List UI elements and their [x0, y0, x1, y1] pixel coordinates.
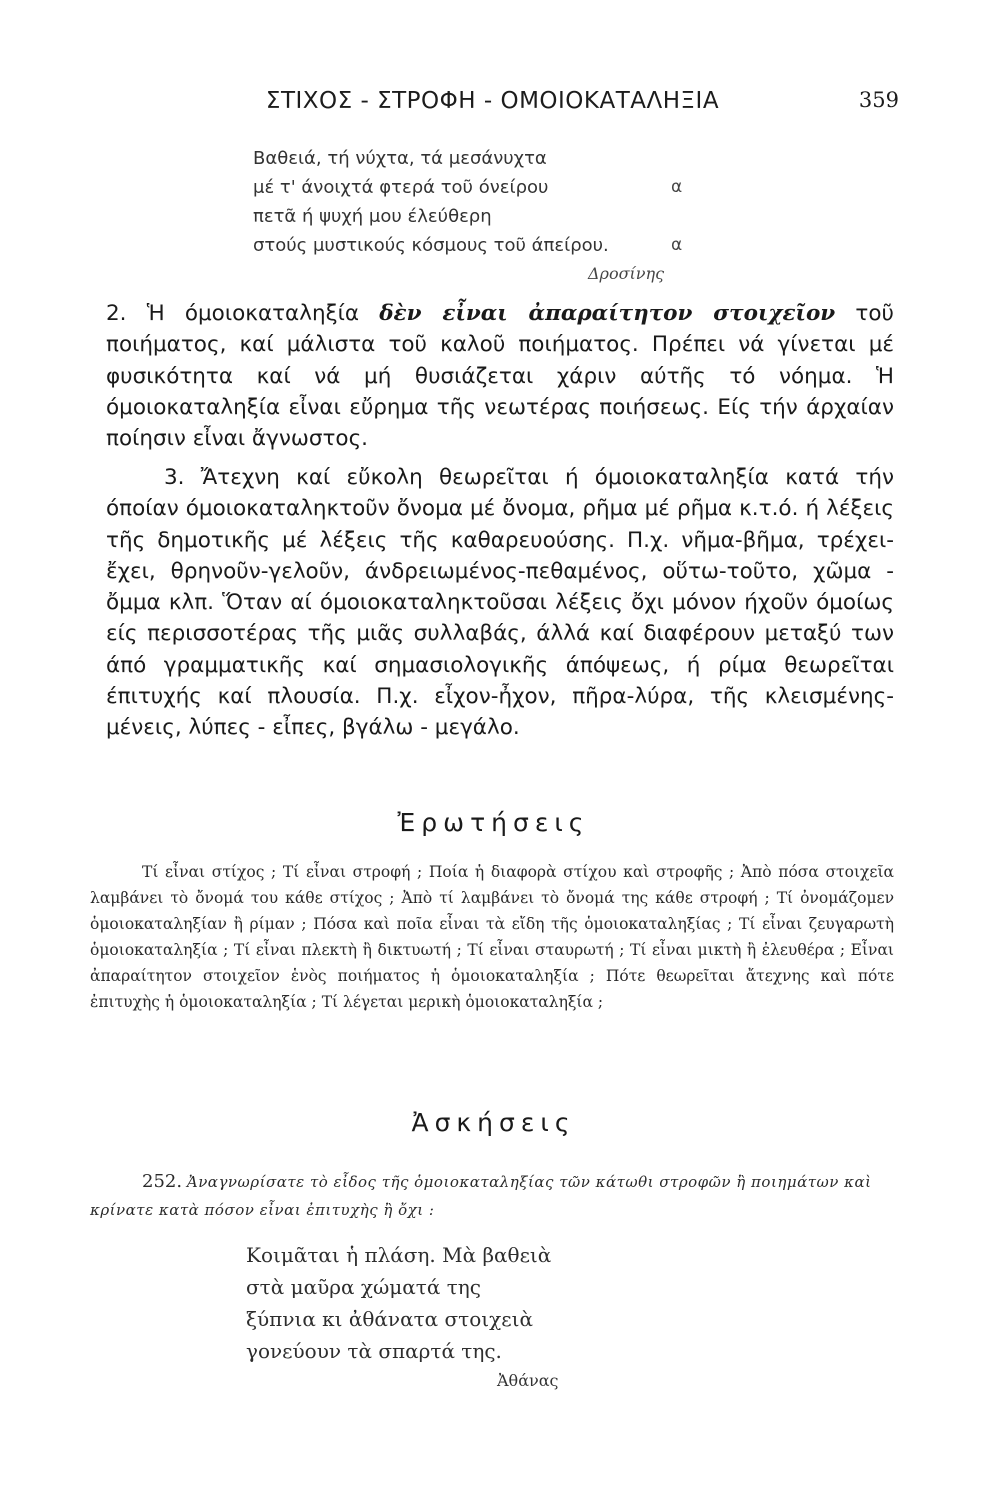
paragraph-2: 2. Ἡ όμοιοκαταληξία δὲν εἶναι ἀπαραίτητον στοιχεῖον τοῦ ποιήματος, καί μάλιστα τοῦ καλοῦ ποιήματος. Πρέπει νά γίνεται μέ φυσικότητα καί νά μή θυσιάζεται χάριν αύτῆς τό νόημα. Ἡ όμοιοκαταληξία εἶναι εὔρημα τῆς νεωτέρας ποιήσεως. Είς τήν άρχαίαν ποίησιν εἶναι ἄγνωστος. — [106, 301, 894, 452]
exercises-heading: Ἀσκήσεις — [411, 1108, 576, 1137]
poem-line: στὰ μαῦρα χώματά της — [246, 1275, 481, 1299]
poem-line: γονεύουν τὰ σπαρτά της. — [246, 1339, 502, 1363]
poem-line: μέ τ' άνοιχτά φτερά τοῦ όνείρου α — [253, 177, 683, 198]
paragraph-number: 2. — [106, 301, 127, 326]
poem-excerpt-1 — [253, 148, 683, 293]
running-head — [0, 88, 987, 122]
poem-excerpt-2 — [246, 1243, 559, 1390]
exercise-instruction: Ἀναγνωρίσατε τὸ εἶδος τῆς ὁμοιοκαταληξίας τῶν κάτωθι στροφῶν ἢ ποιημάτων καὶ κρίνατε κατὰ πόσον εἶναι ἐπιτυχὴς ἢ ὄχι : — [90, 1173, 872, 1219]
poem-line: στούς μυστικούς κόσμους τοῦ άπείρου. α — [253, 235, 683, 256]
exercise-number: 252. — [142, 1171, 183, 1192]
questions-text: Τί εἶναι στίχος ; Τί εἶναι στροφή ; Ποία ἡ διαφορὰ στίχου καὶ στροφῆς ; Ἀπὸ πόσα στοιχεῖα λαμβάνει τὸ ὄνομά του κάθε στίχος ; Ἀπὸ τί λαμβάνει τὸ ὄνομά της κάθε στροφή ; Τί ὀνομάζομεν ὁμοιοκαταληξίαν ἢ ρίμαν ; Πόσα καὶ ποῖα εἶναι τὰ εἴδη τῆς ὁμοιοκαταληξίας ; Τί εἶναι ζευγαρωτὴ ὁμοιοκαταληξία ; Τί εἶναι πλεκτὴ ἢ δικτυωτή ; Τί εἶναι σταυρωτή ; Τί εἶναι μικτὴ ἢ ἐλευθέρα ; Εἶναι ἀπαραίτητον στοιχεῖον ἑνὸς ποιήματος ἡ ὁμοιοκαταληξία ; Πότε θεωρεῖται ἄτεχνης καὶ πότε ἐπιτυχὴς ἡ ὁμοιοκαταληξία ; Τί λέγεται μερικὴ ὁμοιοκαταληξία ; — [90, 863, 894, 1011]
questions-heading: Ἐρωτήσεις — [397, 808, 590, 837]
poem-line: Βαθειά, τή νύχτα, τά μεσάνυχτα — [253, 148, 547, 169]
paragraph-number: 3. — [164, 465, 185, 490]
poem-author: Ἀθάνας — [497, 1371, 559, 1390]
emphasis-text: δὲν εἶναι ἀπαραίτητον στοιχεῖον — [379, 301, 836, 326]
poem-attribution-line — [253, 264, 665, 293]
poem-line: ξύπνια κι ἀθάνατα στοιχειὰ — [246, 1307, 533, 1331]
page-number: 359 — [858, 88, 899, 112]
chapter-title: ΣΤΙΧΟΣ - ΣΤΡΟΦΗ - ΟΜΟΙΟΚΑΤΑΛΗΞΙΑ — [265, 88, 720, 114]
rhyme-marker: α — [671, 235, 683, 255]
exercise-252 — [90, 1168, 894, 1224]
poem-line: Κοιμᾶται ἡ πλάση. Μὰ βαθειὰ — [246, 1243, 552, 1267]
paragraph-3: 3. Ἄτεχνη καί εὔκολη θεωρεῖται ή όμοιοκαταληξία κατά τήν όποίαν όμοιοκαταληκτοῦν ὄνομα μέ ὄνομα, ρῆμα μέ ρῆμα κ.τ.ό. ή λέξεις τῆς δημοτικῆς μέ λέξεις τῆς καθαρευούσης. Π.χ. νῆμα-βῆμα, τρέχει-ἔχει, θρηνοῦν-γελοῦν, άνδρειωμένος-πεθαμένος, οὕτω-τοῦτο, χῶμα - ὄμμα κλπ. Ὅταν αί όμοιοκαταληκτοῦσαι λέξεις ὄχι μόνον ήχοῦν όμοίως είς περισσοτέρας τῆς μιᾶς συλλαβάς, άλλά καί διαφέρουν μεταξύ των άπό γραμματικῆς καί σημασιολογικῆς άπόψεως, ή ρίμα θεωρεῖται έπιτυχής καί πλουσία. Π.χ. εἶχον-ἦχον, πῆρα-λύρα, τῆς κλεισμένης-μένεις, λύπες - εἶπες, βγάλω - μεγάλο. — [106, 465, 894, 741]
poem-author: Δροσίνης — [588, 264, 665, 283]
poem-line: πετᾶ ή ψυχή μου έλεύθερη — [253, 206, 492, 227]
rhyme-marker: α — [671, 177, 683, 197]
